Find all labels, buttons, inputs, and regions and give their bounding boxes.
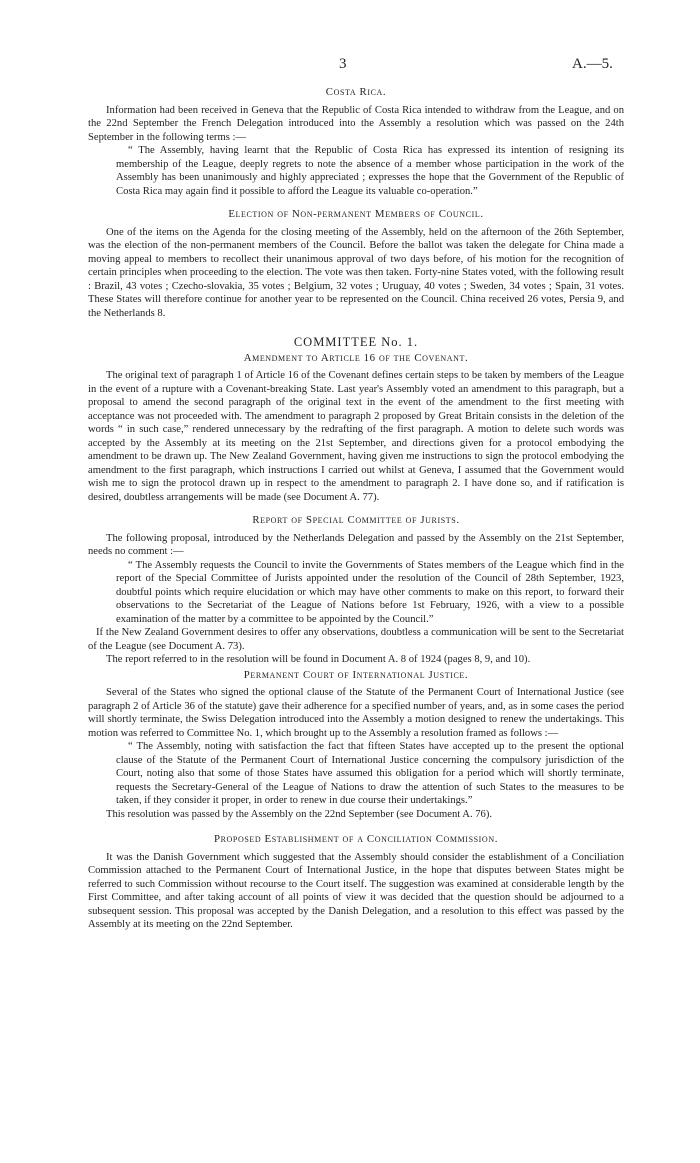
section-heading-costa-rica: Costa Rica. <box>325 86 387 98</box>
committee-heading: COMMITTEE No. 1. <box>293 335 419 349</box>
paragraph: One of the items on the Agenda for the closing meeting of the Assembly, held on the afternoon of the 26th September, was the election of the non-permanent members of the Council. Before the ballot was taken the delegate for China made a moving appeal to members to recollect their unanimous approval of two days before, of his motion for the recognition of certain principles when proceeding to the election. The vote was then taken. Forty-nine States voted, with the following result : Brazil, 43 votes ; Czecho-slovakia, 35 votes ; Belgium, 32 votes ; Uruguay, 40 votes ; Sweden, 34 votes ; Spain, 31 votes. These States will therefore continue for another year to be represented on the Council. China received 26 votes, Persia 9, and the Netherlands 8. <box>88 226 624 319</box>
paragraph: It was the Danish Government which suggested that the Assembly should consider the establishment of a Conciliation Commission attached to the Permanent Court of International Justice, in the hope that disputes between States might be referred to such Commission without recourse to the Court itself. The suggestion was examined at considerable length by the First Committee, and after taking account of all points of view it was decided that the question should be adjourned to a subsequent session. This proposal was accepted by the Danish Delegation, and a resolution to this effect was passed by the Assembly at its meeting on the 22nd September. <box>88 851 624 930</box>
quoted-resolution: “ The Assembly requests the Council to invite the Governments of States members of the League which find in the report of the Special Committee of Jurists appointed under the resolution of the Council of 28th September, 1923, doubtful points which require elucidation or which may have other comments to make on this report, to forward their observations to the Secretariat of the League of Nations before 1st February, 1926, with a view to a possible examination of the matter by a committee to be appointed by the Council.” <box>116 559 624 625</box>
quoted-resolution: “ The Assembly, having learnt that the Republic of Costa Rica has expressed its intention of resigning its membership of the League, deeply regrets to note the absence of a member whose participation in the work of the Assembly has been unanimously and highly appreciated ; expresses the hope that the Government of the Republic of Costa Rica may again find it possible to afford the League its valuable co-operation.” <box>116 145 624 197</box>
paragraph: The report referred to in the resolution will be found in Document A. 8 of 1924 (pages 8, 9, and 10). <box>106 654 531 665</box>
paragraph: The original text of paragraph 1 of Article 16 of the Covenant defines certain steps to be taken by members of the League in the event of a rupture with a Covenant-breaking State. Last year's Assembly voted an amendment to this paragraph, but a proposal to amend the second paragraph of the original text in the event of the amendment to the first meeting with acceptance was not proceeded with. The amendment to paragraph 2 proposed by Great Britain consists in the deletion of the words “ in such case,” rendered unnecessary by the redrafting of the first paragraph. A motion to delete such words was accepted by the Assembly at its meeting on the 21st September, and directions given for a protocol embodying the amendment to be drawn up. The New Zealand Government, having given me instructions to sign the protocol embodying the amendment to the first paragraph, which instructions I carried out whilst at Geneva, I assumed that the Government would wish me to sign the protocol drawn up in respect to the amendment to paragraph 2. I have done so, and if ratification is desired, doubtless arrangements will be made (see Document A. 77). <box>88 370 624 503</box>
page-header <box>0 58 700 74</box>
section-heading-court: Permanent Court of International Justice. <box>243 668 469 681</box>
document-reference: A.—5. <box>572 56 613 72</box>
section-heading-election: Election of Non-permanent Members of Council. <box>228 208 484 220</box>
page-number: 3 <box>339 56 347 72</box>
section-heading-article-16: Amendment to Article 16 of the Covenant. <box>243 351 469 364</box>
paragraph: If the New Zealand Government desires to offer any observations, doubtless a communication will be sent to the Secretariat of the League (see Document A. 73). <box>88 627 624 652</box>
section-heading-jurists: Report of Special Committee of Jurists. <box>252 514 460 526</box>
quoted-resolution: “ The Assembly, noting with satisfaction the fact that fifteen States have accepted up to the present the optional clause of the Statute of the Permanent Court of International Justice concerning the compulsory jurisdiction of the Court, noting also that some of those States have assumed this obligation for a period which will shortly terminate, requests the Secretary-General of the League of Nations to draw the attention of such States to the measures to be taken, if they consider it proper, in order to renew in due course their undertakings.” <box>116 741 624 806</box>
section-heading-conciliation: Proposed Establishment of a Conciliation Commission. <box>214 833 498 845</box>
paragraph: The following proposal, introduced by the Netherlands Delegation and passed by the Assembly on the 21st September, needs no comment :— <box>88 532 624 557</box>
paragraph: Several of the States who signed the optional clause of the Statute of the Permanent Court of International Justice (see paragraph 2 of Article 36 of the statute) gave their adherence for a specified number of years, and, as in some cases the period will shortly terminate, the Swiss Delegation introduced into the Assembly a motion designed to renew the undertakings. This motion was referred to Committee No. 1, which brought up to the Assembly a resolution framed as follows :— <box>88 687 624 739</box>
document-body <box>88 86 624 932</box>
paragraph: Information had been received in Geneva that the Republic of Costa Rica intended to withdraw from the League, and on the 22nd September the French Delegation introduced into the Assembly a resolution which was passed on the 24th September in the following terms :— <box>88 104 624 143</box>
paragraph: This resolution was passed by the Assembly on the 22nd September (see Document A. 76). <box>106 808 493 820</box>
